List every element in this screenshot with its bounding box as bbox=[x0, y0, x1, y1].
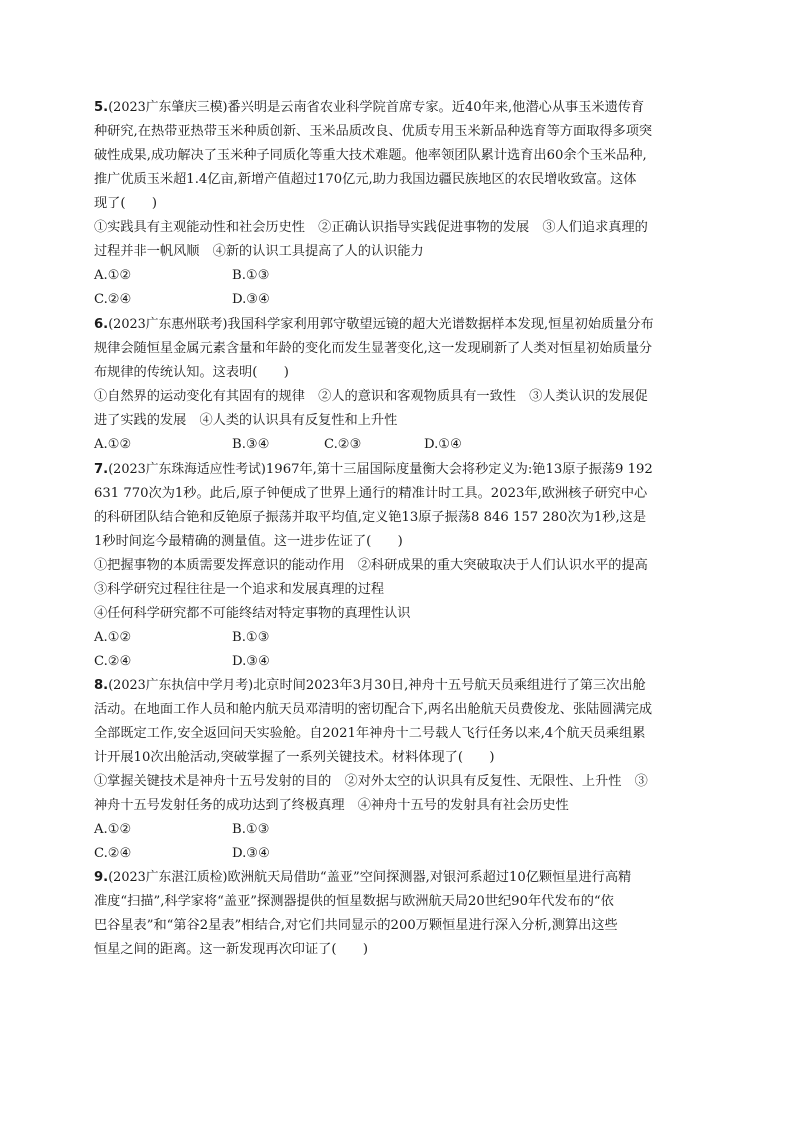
question-source: (2023广东惠州联考) bbox=[108, 317, 228, 332]
question-line: ④任何科学研究都不可能终结对特定事物的真理性认识 bbox=[94, 606, 411, 621]
question-line: 恒星之间的距离。这一新发现再次印证了( ) bbox=[94, 942, 369, 957]
question-line: 1秒时间迄今最精确的测量值。这一进步佐证了( ) bbox=[94, 534, 403, 549]
question-number: 7. bbox=[94, 462, 109, 477]
option-c: C.②④ bbox=[94, 846, 132, 861]
question-line bbox=[94, 866, 631, 890]
question-line bbox=[94, 96, 644, 120]
question-line: ①掌握关键技术是神舟十五号发射的目的 ②对外太空的认识具有反复性、无限性、上升性 ③ bbox=[94, 774, 648, 789]
option-d: D.③④ bbox=[232, 654, 270, 669]
option-c: C.②④ bbox=[94, 292, 132, 307]
question-line bbox=[94, 458, 653, 482]
question-source: (2023广东肇庆三模) bbox=[108, 100, 228, 115]
question-line: 现了( ) bbox=[94, 196, 158, 211]
option-d: D.③④ bbox=[232, 846, 270, 861]
question-line: 神舟十五号发射任务的成功达到了终极真理 ④神舟十五号的发射具有社会历史性 bbox=[94, 798, 569, 813]
option-c: C.②③ bbox=[324, 437, 362, 452]
question-line: 准度“扫描”,科学家将“盖亚”探测器提供的恒星数据与欧洲航天局20世纪90年代发布的“依 bbox=[94, 894, 614, 909]
question-text: 番兴明是云南省农业科学院首席专家。近40年来,他潜心从事玉米遗传育 bbox=[227, 100, 645, 115]
question-line: 布规律的传统认知。这表明( ) bbox=[94, 365, 289, 380]
option-b: B.①③ bbox=[232, 822, 270, 837]
question-text: 北京时间2023年3月30日,神舟十五号航天员乘组进行了第三次出舱 bbox=[253, 678, 646, 693]
option-a: A.①② bbox=[94, 822, 132, 837]
question-text: 欧洲航天局借助“盖亚”空间探测器,对银河系超过10亿颗恒星进行高精 bbox=[227, 870, 632, 885]
option-a: A.①② bbox=[94, 268, 132, 283]
question-line bbox=[94, 313, 654, 337]
question-line: 进了实践的发展 ④人类的认识具有反复性和上升性 bbox=[94, 413, 398, 428]
question-text: 我国科学家利用郭守敬望远镜的超大光谱数据样本发现,恒星初始质量分布 bbox=[227, 317, 654, 332]
question-line: 规律会随恒星金属元素含量和年龄的变化而发生显著变化,这一发现刷新了人类对恒星初始质量分 bbox=[94, 341, 653, 356]
question-line bbox=[94, 674, 646, 698]
question-source: (2023广东执信中学月考) bbox=[108, 678, 254, 693]
question-line: 631 770次为1秒。此后,原子钟便成了世界上通行的精准计时工具。2023年,欧洲核子研究中心 bbox=[94, 486, 648, 501]
question-line: ①把握事物的本质需要发挥意识的能动作用 ②科研成果的重大突破取决于人们认识水平的提高 bbox=[94, 558, 648, 573]
question-number: 5. bbox=[94, 100, 109, 115]
question-line: 巴谷星表”和“第谷2星表”相结合,对它们共同显示的200万颗恒星进行深入分析,测算出这些 bbox=[94, 918, 618, 933]
question-number: 6. bbox=[94, 317, 109, 332]
question-source: (2023广东湛江质检) bbox=[108, 870, 228, 885]
option-c: C.②④ bbox=[94, 654, 132, 669]
option-b: B.③④ bbox=[232, 437, 270, 452]
question-line: ③科学研究过程往往是一个追求和发展真理的过程 bbox=[94, 582, 385, 597]
question-line: 的科研团队结合铯和反铯原子振荡并取平均值,定义铯13原子振荡8 846 157 280次为1秒,这是 bbox=[94, 510, 647, 525]
question-number: 8. bbox=[94, 678, 109, 693]
option-d: D.①④ bbox=[424, 437, 462, 452]
question-line: 种研究,在热带亚热带玉米种质创新、玉米品质改良、优质专用玉米新品种选育等方面取得多项突 bbox=[94, 124, 653, 139]
option-a: A.①② bbox=[94, 630, 132, 645]
question-line: 计开展10次出舱活动,突破掌握了一系列关键技术。材料体现了( ) bbox=[94, 750, 495, 765]
question-line: 推广优质玉米超1.4亿亩,新增产值超过170亿元,助力我国边疆民族地区的农民增收致富。这体 bbox=[94, 172, 637, 187]
question-line: 破性成果,成功解决了玉米种子同质化等重大技术难题。他率领团队累计选育出60余个玉米品种, bbox=[94, 148, 647, 163]
question-number: 9. bbox=[94, 870, 109, 885]
question-text: 1967年,第十三届国际度量衡大会将秒定义为:铯13原子振荡9 192 bbox=[265, 462, 653, 477]
question-line: ①自然界的运动变化有其固有的规律 ②人的意识和客观物质具有一致性 ③人类认识的发展促 bbox=[94, 389, 648, 404]
question-line: 过程并非一帆风顺 ④新的认识工具提高了人的认识能力 bbox=[94, 244, 424, 259]
option-b: B.①③ bbox=[232, 268, 270, 283]
question-line: 全部既定工作,安全返回问天实验舱。自2021年神舟十二号载人飞行任务以来,4个航天员乘组累 bbox=[94, 726, 646, 741]
option-d: D.③④ bbox=[232, 292, 270, 307]
question-source: (2023广东珠海适应性考试) bbox=[108, 462, 266, 477]
question-line: 活动。在地面工作人员和舱内航天员邓清明的密切配合下,两名出舱航天员费俊龙、张陆圆满完成 bbox=[94, 702, 653, 717]
option-a: A.①② bbox=[94, 437, 132, 452]
question-line: ①实践具有主观能动性和社会历史性 ②正确认识指导实践促进事物的发展 ③人们追求真理的 bbox=[94, 220, 648, 235]
option-b: B.①③ bbox=[232, 630, 270, 645]
